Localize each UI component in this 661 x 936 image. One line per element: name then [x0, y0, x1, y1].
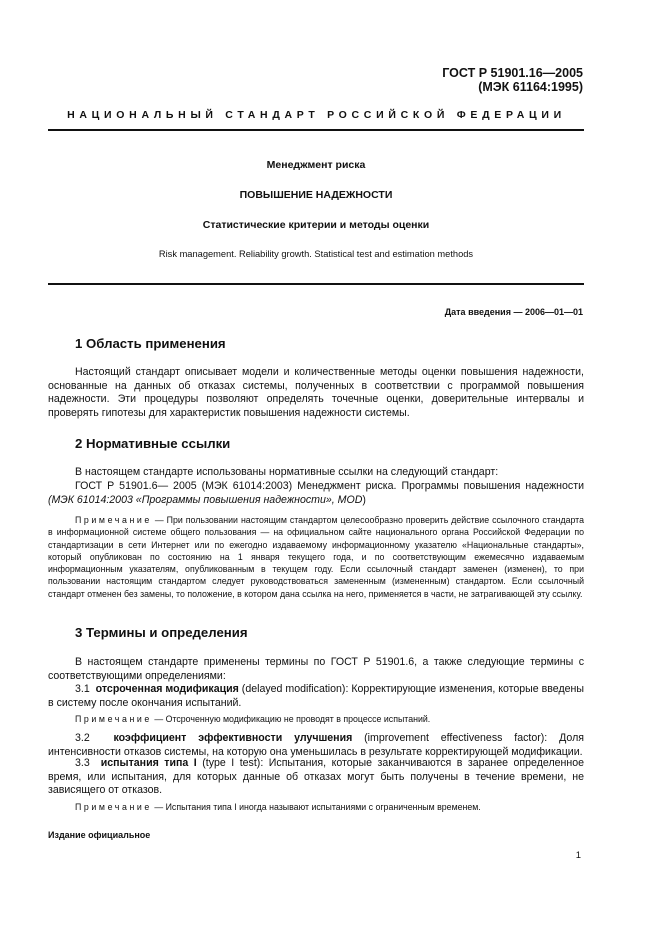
- section-2-note: Примечание — При пользовании настоящим стандартом целесообразно проверить действие ссылочного стандарта в информационной системе общего пользования — на официальном сайте национального органа Российской Федерации по стандартизации в сети Интернет или по ежегодно издаваемому информационному указателю «Национальные стандарты», который опубликован по состоянию на 1 января текущего года, и по соответствующим ежемесячно издаваемым информационным указателям, опубликованным в текущем году. Если ссылочный стандарт заменен (изменен), то при пользовании настоящим стандартом следует руководствоваться замененным (измененным) стандартом. Если ссылочный стандарт отменен без замены, то положение, в котором дана ссылка на него, применяется в части, не затрагивающей эту ссылку.: [48, 515, 584, 599]
- term-3-2: 3.2 коэффициент эффективности улучшения (improvement effectiveness factor): Доля интенсивности отказов системы, на которую она уменьшилась в результате корректирующей модификации.: [48, 732, 584, 758]
- term-3-3: 3.3 испытания типа I (type I test): Испытания, которые заканчиваются в заранее определенное время, или испытания, для которых данные об отказах могут быть получены в течение времени, не зависящего от отказов.: [48, 757, 584, 797]
- term-3-1: 3.1 отсроченная модификация (delayed modification): Корректирующие изменения, которые введены в систему после окончания испытаний.: [48, 683, 584, 709]
- note-label: Примечание: [75, 515, 152, 525]
- term-3-1-note: Примечание — Отсроченную модификацию не проводят в процессе испытаний.: [75, 714, 431, 724]
- section-2-intro: В настоящем стандарте использованы нормативные ссылки на следующий стандарт:: [75, 466, 499, 478]
- page-number: 1: [575, 850, 581, 861]
- document-number: [442, 66, 583, 94]
- section-3-heading: 3 Термины и определения: [75, 625, 248, 640]
- title-line-2: ПОВЫШЕНИЕ НАДЕЖНОСТИ: [239, 189, 393, 201]
- normative-reference: ГОСТ Р 51901.6— 2005 (МЭК 61014:2003) Менеджмент риска. Программы повышения надежности (МЭК 61014:2003 «Программы повышения надежности», MOD): [48, 480, 584, 506]
- section-2-heading: 2 Нормативные ссылки: [75, 436, 231, 451]
- title-bottom-rule: [48, 283, 584, 285]
- gost-number: ГОСТ Р 51901.16—2005: [442, 66, 583, 80]
- national-standard-banner: НАЦИОНАЛЬНЫЙ СТАНДАРТ РОССИЙСКОЙ ФЕДЕРАЦИИ: [67, 109, 566, 121]
- top-rule: [48, 129, 584, 131]
- title-line-3: Статистические критерии и методы оценки: [202, 219, 430, 231]
- section-3-intro: В настоящем стандарте применены термины по ГОСТ Р 51901.6, а также следующие термины с соответствующими определениями:: [48, 656, 584, 682]
- title-line-1: Менеджмент риска: [266, 159, 366, 171]
- iec-number: (МЭК 61164:1995): [478, 80, 583, 94]
- introduction-date: Дата введения — 2006—01—01: [444, 307, 583, 317]
- english-title: Risk management. Reliability growth. Statistical test and estimation methods: [158, 249, 474, 259]
- term-3-3-note: Примечание — Испытания типа I иногда называют испытаниями с ограниченным временем.: [75, 802, 481, 812]
- section-1-text: Настоящий стандарт описывает модели и количественные методы оценки повышения надежности, основанные на данных об отказах системы, полученных в соответствии с программой повышения надежности. Эти процедуры позволяют определять точечные оценки, доверительные интервалы и проверять гипотезы для характеристик повышения надежности системы.: [48, 366, 584, 419]
- edition-label: Издание официальное: [48, 830, 151, 840]
- section-1-heading: 1 Область применения: [75, 336, 226, 351]
